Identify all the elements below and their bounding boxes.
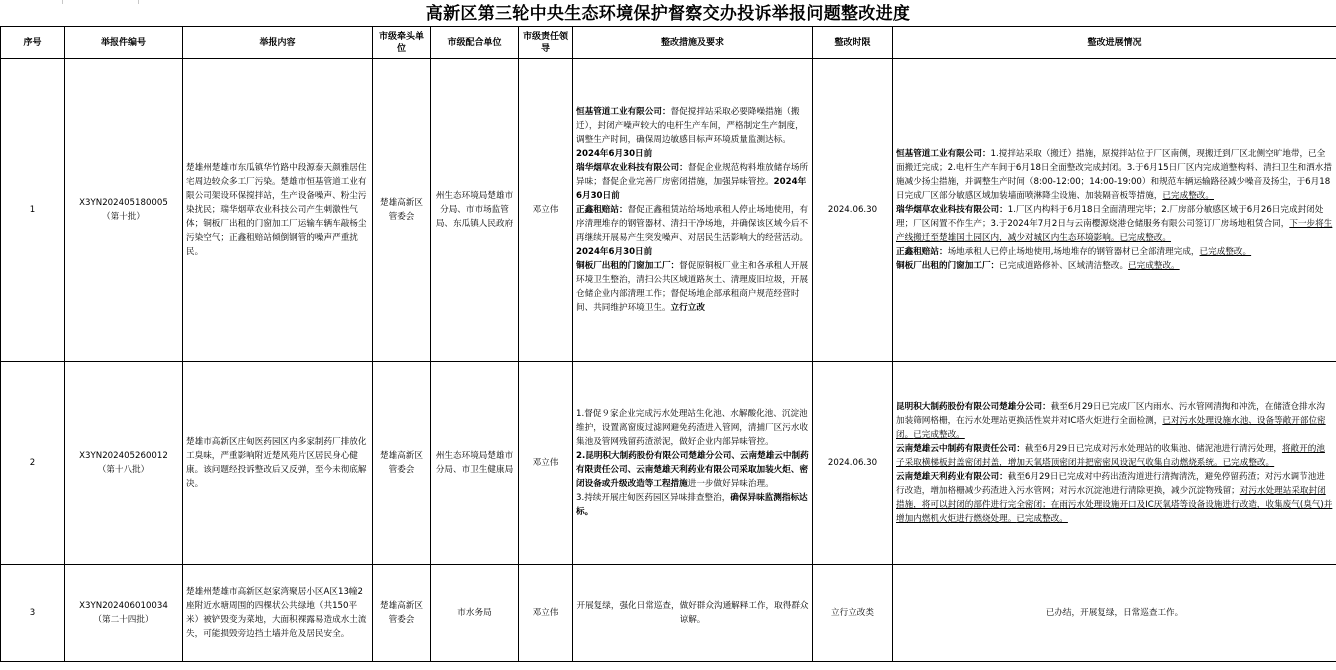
cell-progress[interactable]: 已办结，开展复绿，日常巡查工作。 bbox=[893, 565, 1336, 662]
measure-text: 督促原铜板厂业主和各承租人开展环境卫生整治，清扫公共区域道路灰土、清理废旧垃圾，开展仓储企业内部清理工作；督促场地企部承租商户规范经营时间、共同维护环境卫生。 bbox=[576, 261, 809, 313]
measure-company: 2.昆明积大制药股份有限公司楚雄分公司、云南楚雄云中制药有限责任公司、云南楚雄天利药业有限公司采取加装火炬、密闭设备或升级改造等工程措施 bbox=[576, 451, 809, 489]
cell-content[interactable]: 楚雄市高新区庄甸医药园区内多家制药厂排放化工臭味，严重影响附近楚风苑片区居民身心健康。该问题经投诉整改后又反弹，至今未彻底解决。 bbox=[183, 362, 373, 565]
table-row bbox=[1, 362, 1336, 565]
cell-seq[interactable]: 1 bbox=[1, 59, 65, 362]
header-seq[interactable]: 序号 bbox=[1, 27, 65, 59]
progress-company: 恒基管道工业有限公司： bbox=[896, 149, 991, 159]
cell-measures[interactable] bbox=[573, 59, 813, 362]
header-progress[interactable]: 整改进展情况 bbox=[893, 27, 1336, 59]
progress-underlined: 对污水处理站采取封闭措施，将可以封闭的部件进行完全密闭；在雨污水处理设施开口及IC厌氧塔等设备设施进行改造，收集废气(臭气)并增加内燃机火炬进行燃烧处理。 bbox=[896, 486, 1333, 524]
cell-deadline[interactable]: 2024.06.30 bbox=[813, 59, 893, 362]
measure-text: 1.督促９家企业完成污水处理站生化池、水解酸化池、沉淀池维护，设置离窗废过滤网避免药渣进入管网，清捕厂区污水收集池及管网残留药渣淤泥，做好企业内部异味管控。 bbox=[576, 409, 809, 447]
header-case-no[interactable]: 举报件编号 bbox=[65, 27, 183, 59]
header-coop-unit[interactable]: 市级配合单位 bbox=[431, 27, 519, 59]
progress-done: 已完成整改。 bbox=[913, 430, 965, 440]
progress-underlined: 下一步将生产线搬迁至楚雄国土园区内，减少对城区内生态环境影响。 bbox=[896, 219, 1333, 243]
table-row bbox=[1, 59, 1336, 362]
cell-leader[interactable]: 邓立伟 bbox=[519, 565, 573, 662]
progress-company: 云南楚雄天利药业有限公司： bbox=[896, 472, 1008, 482]
progress-text: 截至6月29日已完成厂区内雨水、污水管网清掏和冲洗，在储渣仓排水沟加装筛网格栅，在污水处理站更换活性炭并对IC塔火炬进行全面检测， bbox=[896, 402, 1325, 426]
cell-progress[interactable] bbox=[893, 59, 1336, 362]
case-number: X3YN202405260012 bbox=[79, 451, 168, 461]
table-row bbox=[1, 565, 1336, 662]
cell-coop-unit[interactable]: 市水务局 bbox=[431, 565, 519, 662]
progress-company: 瑞华烟草农业科技有限公司： bbox=[896, 205, 1008, 215]
sheet-title[interactable]: 高新区第三轮中央生态环境保护督察交办投诉举报问题整改进度 bbox=[425, 4, 911, 24]
cell-leader[interactable]: 邓立伟 bbox=[519, 362, 573, 565]
progress-text: 1.搅拌站采取（搬迁）措施，原搅拌站位于厂区南侧，现搬迁到厂区北侧空旷地带，已全面搬迁完成；2.电杆生产车间于6月18日全面整改完成封闭。3.于6月15日厂区内完成道整构料、清扫卫生和洒水措施减少扬尘措施，并调整生产时间（8:00-12:00；14:00-19:00）和规范车辆运输路径减少噪音及扬尘，于6月18日完成厂区部分敏感区域加装墙面喷淋降尘设施、加装隔音板等措施， bbox=[896, 149, 1332, 201]
progress-done: 已完成整改。 bbox=[1016, 514, 1068, 524]
cell-case-no[interactable] bbox=[65, 362, 183, 565]
cell-measures[interactable] bbox=[573, 362, 813, 565]
header-lead-unit[interactable]: 市级牵头单位 bbox=[373, 27, 431, 59]
progress-table bbox=[0, 26, 1336, 662]
header-deadline[interactable]: 整改时限 bbox=[813, 27, 893, 59]
progress-done: 已完成整改。 bbox=[1128, 261, 1180, 271]
progress-done: 已完成整改。 bbox=[1199, 247, 1252, 257]
progress-text: 截至6月29日已完成对污水处理站的收集池、储泥池进行清污处理， bbox=[1024, 444, 1282, 454]
cell-lead-unit[interactable]: 楚雄高新区管委会 bbox=[373, 565, 431, 662]
progress-done: 已完成整改。 bbox=[1119, 233, 1172, 243]
measure-company: 正鑫租赔站： bbox=[576, 205, 628, 215]
measure-text: 督促搅拌站采取必要降噪措施（搬迁），封闭产噪声较大的电杆生产车间，严格制定生产制度，调整生产时间，确保周边敏感目标声环境质量监测达标。 bbox=[576, 107, 804, 145]
measure-company: 瑞华烟草农业科技有限公司： bbox=[576, 163, 688, 173]
measure-deadline: 2024年6月30日前 bbox=[576, 177, 807, 201]
cell-progress[interactable] bbox=[893, 362, 1336, 565]
progress-company: 昆明积大制药股份有限公司楚雄分公司： bbox=[896, 402, 1051, 412]
cell-lead-unit[interactable]: 楚雄高新区管委会 bbox=[373, 59, 431, 362]
progress-company: 云南楚雄云中制药有限责任公司： bbox=[896, 444, 1025, 454]
progress-company: 铜板厂出租的门窗加工厂： bbox=[896, 261, 1000, 271]
progress-company: 正鑫租赔站： bbox=[896, 247, 948, 257]
measure-text: 3.持续开展庄甸医药园区异味排查整治， bbox=[576, 493, 731, 503]
batch-label: （第十批） bbox=[102, 212, 145, 222]
progress-text: 1.厂区内构料于6月18日全面清理完毕；2.厂房部分敏感区域于6月26日完成封闭处理；厂区闲置不作生产；3.于2024年7月2日与云南樱源烧港仓储服务有限公司签订厂房场地租赁合同， bbox=[896, 205, 1324, 229]
case-number: X3YN202406010034 bbox=[79, 601, 168, 611]
cell-deadline[interactable]: 2024.06.30 bbox=[813, 362, 893, 565]
cell-measures[interactable]: 开展复绿，强化日常巡查，做好群众沟通解释工作，取得群众谅解。 bbox=[573, 565, 813, 662]
progress-underlined: 将敞开的池子采取横梯板封盖密闭封盖，增加天氧塔顶密闭并把密密风设泥气收集自动燃烧系统。 bbox=[896, 444, 1325, 468]
case-number: X3YN202405180005 bbox=[79, 198, 168, 208]
measure-deadline: 立行立改 bbox=[670, 303, 705, 313]
batch-label: （第二十四批） bbox=[93, 615, 154, 625]
progress-text: 截至6月29日已完成对中药出渣沟道进行清掏清洗，避免停留药渣；对污水调节池进行改造，增加格栅减少药渣进入污水管网；对污水沉淀池进行清除更换，减少沉淀物残留； bbox=[896, 472, 1325, 496]
progress-text: 场地承租人已停止场地使用,场地堆存的钢管器材已全部清理完成， bbox=[947, 247, 1200, 257]
cell-coop-unit[interactable]: 州生态环境局楚雄市分局、市卫生健康局 bbox=[431, 362, 519, 565]
measure-text: 督促正鑫租赁站给场地承租人停止场地使用，有序清理堆存的钢管器材、清扫干净场地，并确保该区域今后不再继续开展易产生突发噪声、对居民生活影响大的经营活动。 bbox=[576, 205, 809, 243]
measure-deadline: 2024年6月30日前 bbox=[576, 247, 653, 257]
measure-deadline: 确保异味监测指标达标。 bbox=[576, 493, 808, 517]
progress-text: 已完成道路修补、区域清洁整改。 bbox=[999, 261, 1129, 271]
header-measures[interactable]: 整改措施及要求 bbox=[573, 27, 813, 59]
header-leader[interactable]: 市级责任领导 bbox=[519, 27, 573, 59]
cell-lead-unit[interactable]: 楚雄高新区管委会 bbox=[373, 362, 431, 565]
progress-done: 已完成整改。 bbox=[1162, 191, 1214, 201]
batch-label: （第十八批） bbox=[97, 465, 150, 475]
measure-text: 督促企业规范构料堆放储存场所异味；督促企业完善厂房密闭措施，加强异味管控。 bbox=[576, 163, 809, 187]
header-row bbox=[1, 27, 1336, 59]
cell-seq[interactable]: 2 bbox=[1, 362, 65, 565]
measure-text: 进一步做好异味治理。 bbox=[687, 479, 774, 489]
cell-case-no[interactable] bbox=[65, 565, 183, 662]
measure-deadline: 2024年6月30日前 bbox=[576, 149, 653, 159]
cell-coop-unit[interactable]: 州生态环境局楚雄市分局、市市场监管局、东瓜镇人民政府 bbox=[431, 59, 519, 362]
progress-done: 已完成整改。 bbox=[1222, 458, 1275, 468]
cell-case-no[interactable] bbox=[65, 59, 183, 362]
cell-content[interactable]: 楚雄州楚雄市高新区赵家湾聚居小区A区13幢2座附近水塘周围的四棵状公共绿地（共150平米）被铲毁变为菜地，大面积裸露易造成水土流失，可能损毁旁边挡土墙并危及居民安全。 bbox=[183, 565, 373, 662]
cell-content[interactable]: 楚雄州楚雄市东瓜镇华竹路中段源泰天颜雅居住宅周边较众多工厂污染。楚雄市恒基管道工业有限公司架设环保搅拌站，生产设备噪声、粉尘污染扰民；瑞华烟草农业科技公司产生刺激性气体；铜板厂出租的门窗加工厂运输车辆车敲杨尘污染空气；正鑫租赔站倾倒钢管的噪声严重扰民。 bbox=[183, 59, 373, 362]
cell-leader[interactable]: 邓立伟 bbox=[519, 59, 573, 362]
header-content[interactable]: 举报内容 bbox=[183, 27, 373, 59]
progress-underlined: 已对污水处理设施水池、设备等敞开部位密闭。 bbox=[896, 416, 1326, 440]
cell-seq[interactable]: 3 bbox=[1, 565, 65, 662]
cell-deadline[interactable]: 立行立改类 bbox=[813, 565, 893, 662]
measure-company: 铜板厂出租的门窗加工厂： bbox=[576, 261, 680, 271]
measure-company: 恒基管道工业有限公司： bbox=[576, 107, 671, 117]
